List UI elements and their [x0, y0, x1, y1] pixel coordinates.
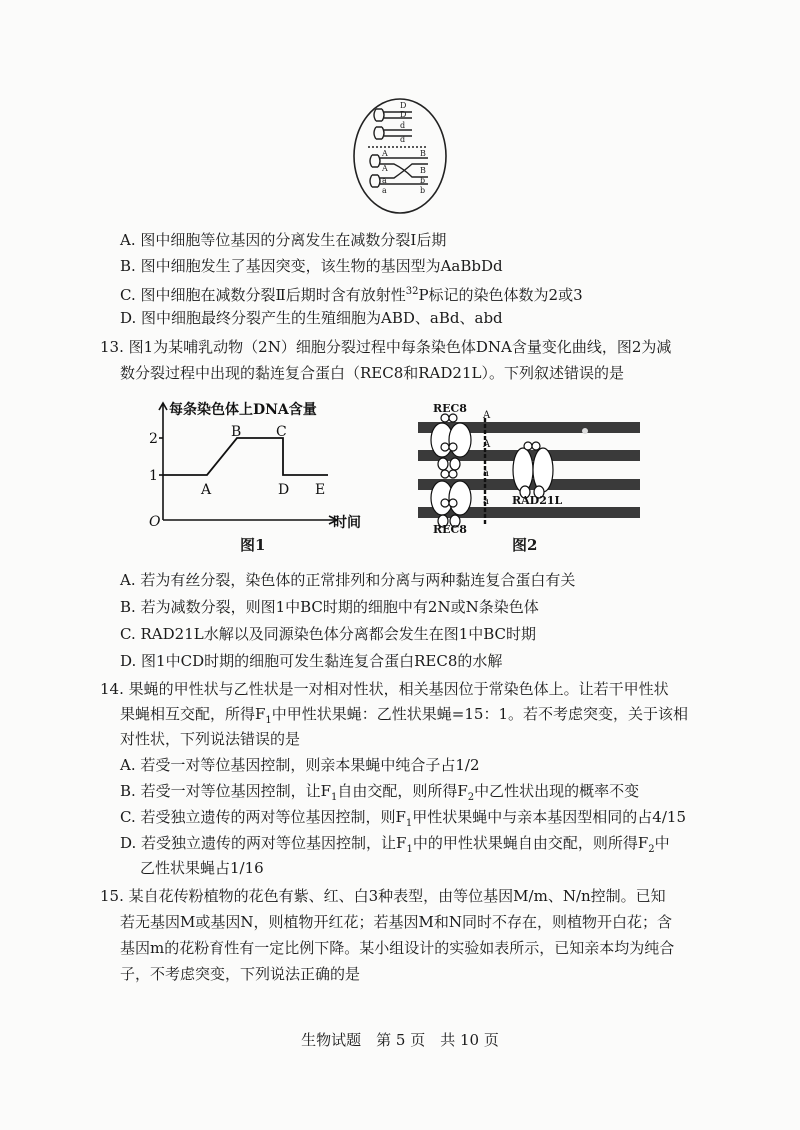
isotope-superscript: 32	[405, 286, 419, 297]
question-stem: 基因m的花粉育性有一定比例下降。某小组设计的实验如表所示，已知亲本均为纯合	[120, 939, 675, 957]
q13-stem-line2	[120, 363, 624, 383]
subscript: 1	[405, 818, 413, 829]
option-letter: D.	[120, 652, 137, 670]
fig2-allele: a	[483, 496, 489, 507]
option-text: 中的甲性状果蝇自由交配，则所得F	[412, 834, 649, 852]
option-letter: D.	[120, 834, 137, 852]
figure-2-cohesin	[415, 400, 645, 535]
question-stem: 图1为某哺乳动物（2N）细胞分裂过程中每条染色体DNA含量变化曲线，图2为减	[128, 338, 672, 356]
cell-diagram	[350, 97, 450, 215]
fig2-label-rec8-top: REC8	[433, 402, 467, 415]
fig1-point-e: E	[315, 482, 326, 498]
q12-option-b	[120, 256, 503, 276]
q15-stem-line1	[100, 886, 666, 906]
fig1-point-b: B	[231, 424, 242, 440]
option-letter: B.	[120, 782, 136, 800]
figure-2-caption: 图2	[512, 536, 538, 554]
cell-label-lower-right: B	[420, 149, 426, 158]
option-text: 若受独立遗传的两对等位基因控制，则F	[140, 808, 406, 826]
q15-stem-line3	[120, 938, 674, 958]
fig1-ylabel: 每条染色体上DNA含量	[169, 402, 317, 418]
cell-label-upper: d	[400, 121, 406, 130]
figure-1-caption: 图1	[240, 536, 266, 554]
q12-option-a	[120, 230, 446, 250]
fig1-y-tick: 1	[149, 468, 158, 484]
question-number: 13.	[100, 338, 124, 356]
q14-option-d	[120, 833, 670, 860]
q15-stem-line4	[120, 964, 360, 984]
option-letter: B.	[120, 598, 136, 616]
fig1-xlabel: 时间	[333, 515, 361, 530]
fig1-y-tick: 2	[149, 431, 158, 447]
fig2-allele: A	[483, 410, 491, 421]
option-letter: C.	[120, 625, 136, 643]
subscript: 1	[331, 792, 338, 803]
cell-label-upper: D	[400, 110, 407, 119]
option-text: 图中细胞发生了基因突变，该生物的基因型为AaBbDd	[140, 257, 503, 275]
fig2-allele: a	[483, 468, 489, 479]
option-text: 甲性状果蝇中与亲本基因型相同的占4/15	[412, 808, 686, 826]
cell-label-lower-left: a	[382, 176, 387, 185]
q14-option-b	[120, 781, 639, 808]
option-text: 若受独立遗传的两对等位基因控制，让F	[141, 834, 407, 852]
page-footer: 生物试题 第 5 页 共 10 页	[301, 1031, 499, 1049]
cell-label-lower-left: A	[382, 149, 388, 158]
question-stem: 果蝇相互交配，所得F	[120, 705, 266, 723]
question-stem: 某自花传粉植物的花色有紫、红、白3种表型，由等位基因M/m、N/n控制。已知	[128, 887, 666, 905]
subscript: 1	[265, 715, 272, 726]
question-stem: 果蝇的甲性状与乙性状是一对相对性状，相关基因位于常染色体上。让若干甲性状	[128, 680, 669, 698]
cell-label-lower-left: a	[382, 186, 387, 195]
subscript: 2	[467, 792, 475, 803]
question-stem: 子，不考虑突变，下列说法正确的是	[120, 965, 361, 983]
option-letter: D.	[120, 309, 137, 327]
fig2-label-rad21l: RAD21L	[512, 494, 563, 507]
q12-option-c	[120, 282, 583, 305]
q14-stem-line2	[120, 704, 688, 731]
subscript: 1	[406, 844, 413, 855]
q13-option-d	[120, 651, 502, 671]
option-text: RAD21L水解以及同源染色体分离都会发生在图1中BC时期	[140, 625, 537, 643]
option-text: 图中细胞在减数分裂Ⅱ后期时含有放射性	[140, 286, 406, 304]
option-letter: A.	[120, 231, 136, 249]
option-text: 自由交配，则所得F	[337, 782, 468, 800]
question-stem: 数分裂过程中出现的黏连复合蛋白（REC8和RAD21L）。下列叙述错误的是	[120, 364, 624, 382]
cell-label-upper: D	[400, 101, 407, 110]
option-text: 若为减数分裂，则图1中BC时期的细胞中有2N或N条染色体	[140, 598, 539, 616]
question-number: 14.	[100, 680, 124, 698]
fig2-label-rec8-bottom: REC8	[433, 523, 467, 535]
fig1-point-a: A	[201, 482, 212, 498]
option-text: 乙性状果蝇占1/16	[140, 859, 264, 877]
q13-stem-line1	[100, 337, 671, 357]
fig1-point-d: D	[278, 482, 290, 498]
option-text: 图中细胞最终分裂产生的生殖细胞为ABD、aBd、abd	[141, 309, 503, 327]
q12-option-d	[120, 308, 503, 328]
q13-option-a	[120, 570, 575, 590]
cell-label-upper: d	[400, 135, 406, 144]
option-text: 图1中CD时期的细胞可发生黏连复合蛋白REC8的水解	[141, 652, 503, 670]
question-stem: 中甲性状果蝇：乙性状果蝇=15：1。若不考虑突变，关于该相	[271, 705, 688, 723]
option-text: 中	[654, 834, 670, 852]
question-number: 15.	[100, 887, 124, 905]
figure-1-dna-curve	[145, 400, 370, 530]
q13-option-b	[120, 597, 539, 617]
q13-option-c	[120, 624, 536, 644]
cell-label-lower-right: b	[420, 176, 426, 185]
cell-label-lower-left: A	[382, 164, 388, 173]
cell-label-lower-right: B	[420, 166, 426, 175]
option-text: 图中细胞等位基因的分离发生在减数分裂Ⅰ后期	[140, 231, 447, 249]
option-text: P标记的染色体数为2或3	[418, 286, 583, 304]
option-letter: C.	[120, 808, 136, 826]
q14-option-d-continued	[140, 858, 264, 878]
option-letter: A.	[120, 571, 136, 589]
fig2-allele: A	[483, 439, 491, 450]
q15-stem-line2	[120, 912, 672, 932]
option-letter: A.	[120, 756, 136, 774]
option-text: 若受一对等位基因控制，让F	[140, 782, 331, 800]
option-text: 若为有丝分裂，染色体的正常排列和分离与两种黏连复合蛋白有关	[140, 571, 576, 589]
option-text: 若受一对等位基因控制，则亲本果蝇中纯合子占1/2	[140, 756, 480, 774]
fig1-origin: O	[149, 514, 161, 530]
q14-stem-line3	[120, 729, 300, 749]
q14-stem-line1	[100, 679, 669, 699]
q14-option-a	[120, 755, 480, 775]
question-stem: 对性状，下列说法错误的是	[120, 730, 301, 748]
option-letter: B.	[120, 257, 136, 275]
option-letter: C.	[120, 286, 136, 304]
question-stem: 若无基因M或基因N，则植物开红花；若基因M和N同时不存在，则植物开白花；含	[120, 913, 672, 931]
fig1-point-c: C	[276, 424, 287, 440]
subscript: 2	[648, 844, 655, 855]
option-text: 中乙性状出现的概率不变	[474, 782, 640, 800]
cell-label-lower-right: b	[420, 186, 426, 195]
q14-option-c	[120, 807, 686, 834]
